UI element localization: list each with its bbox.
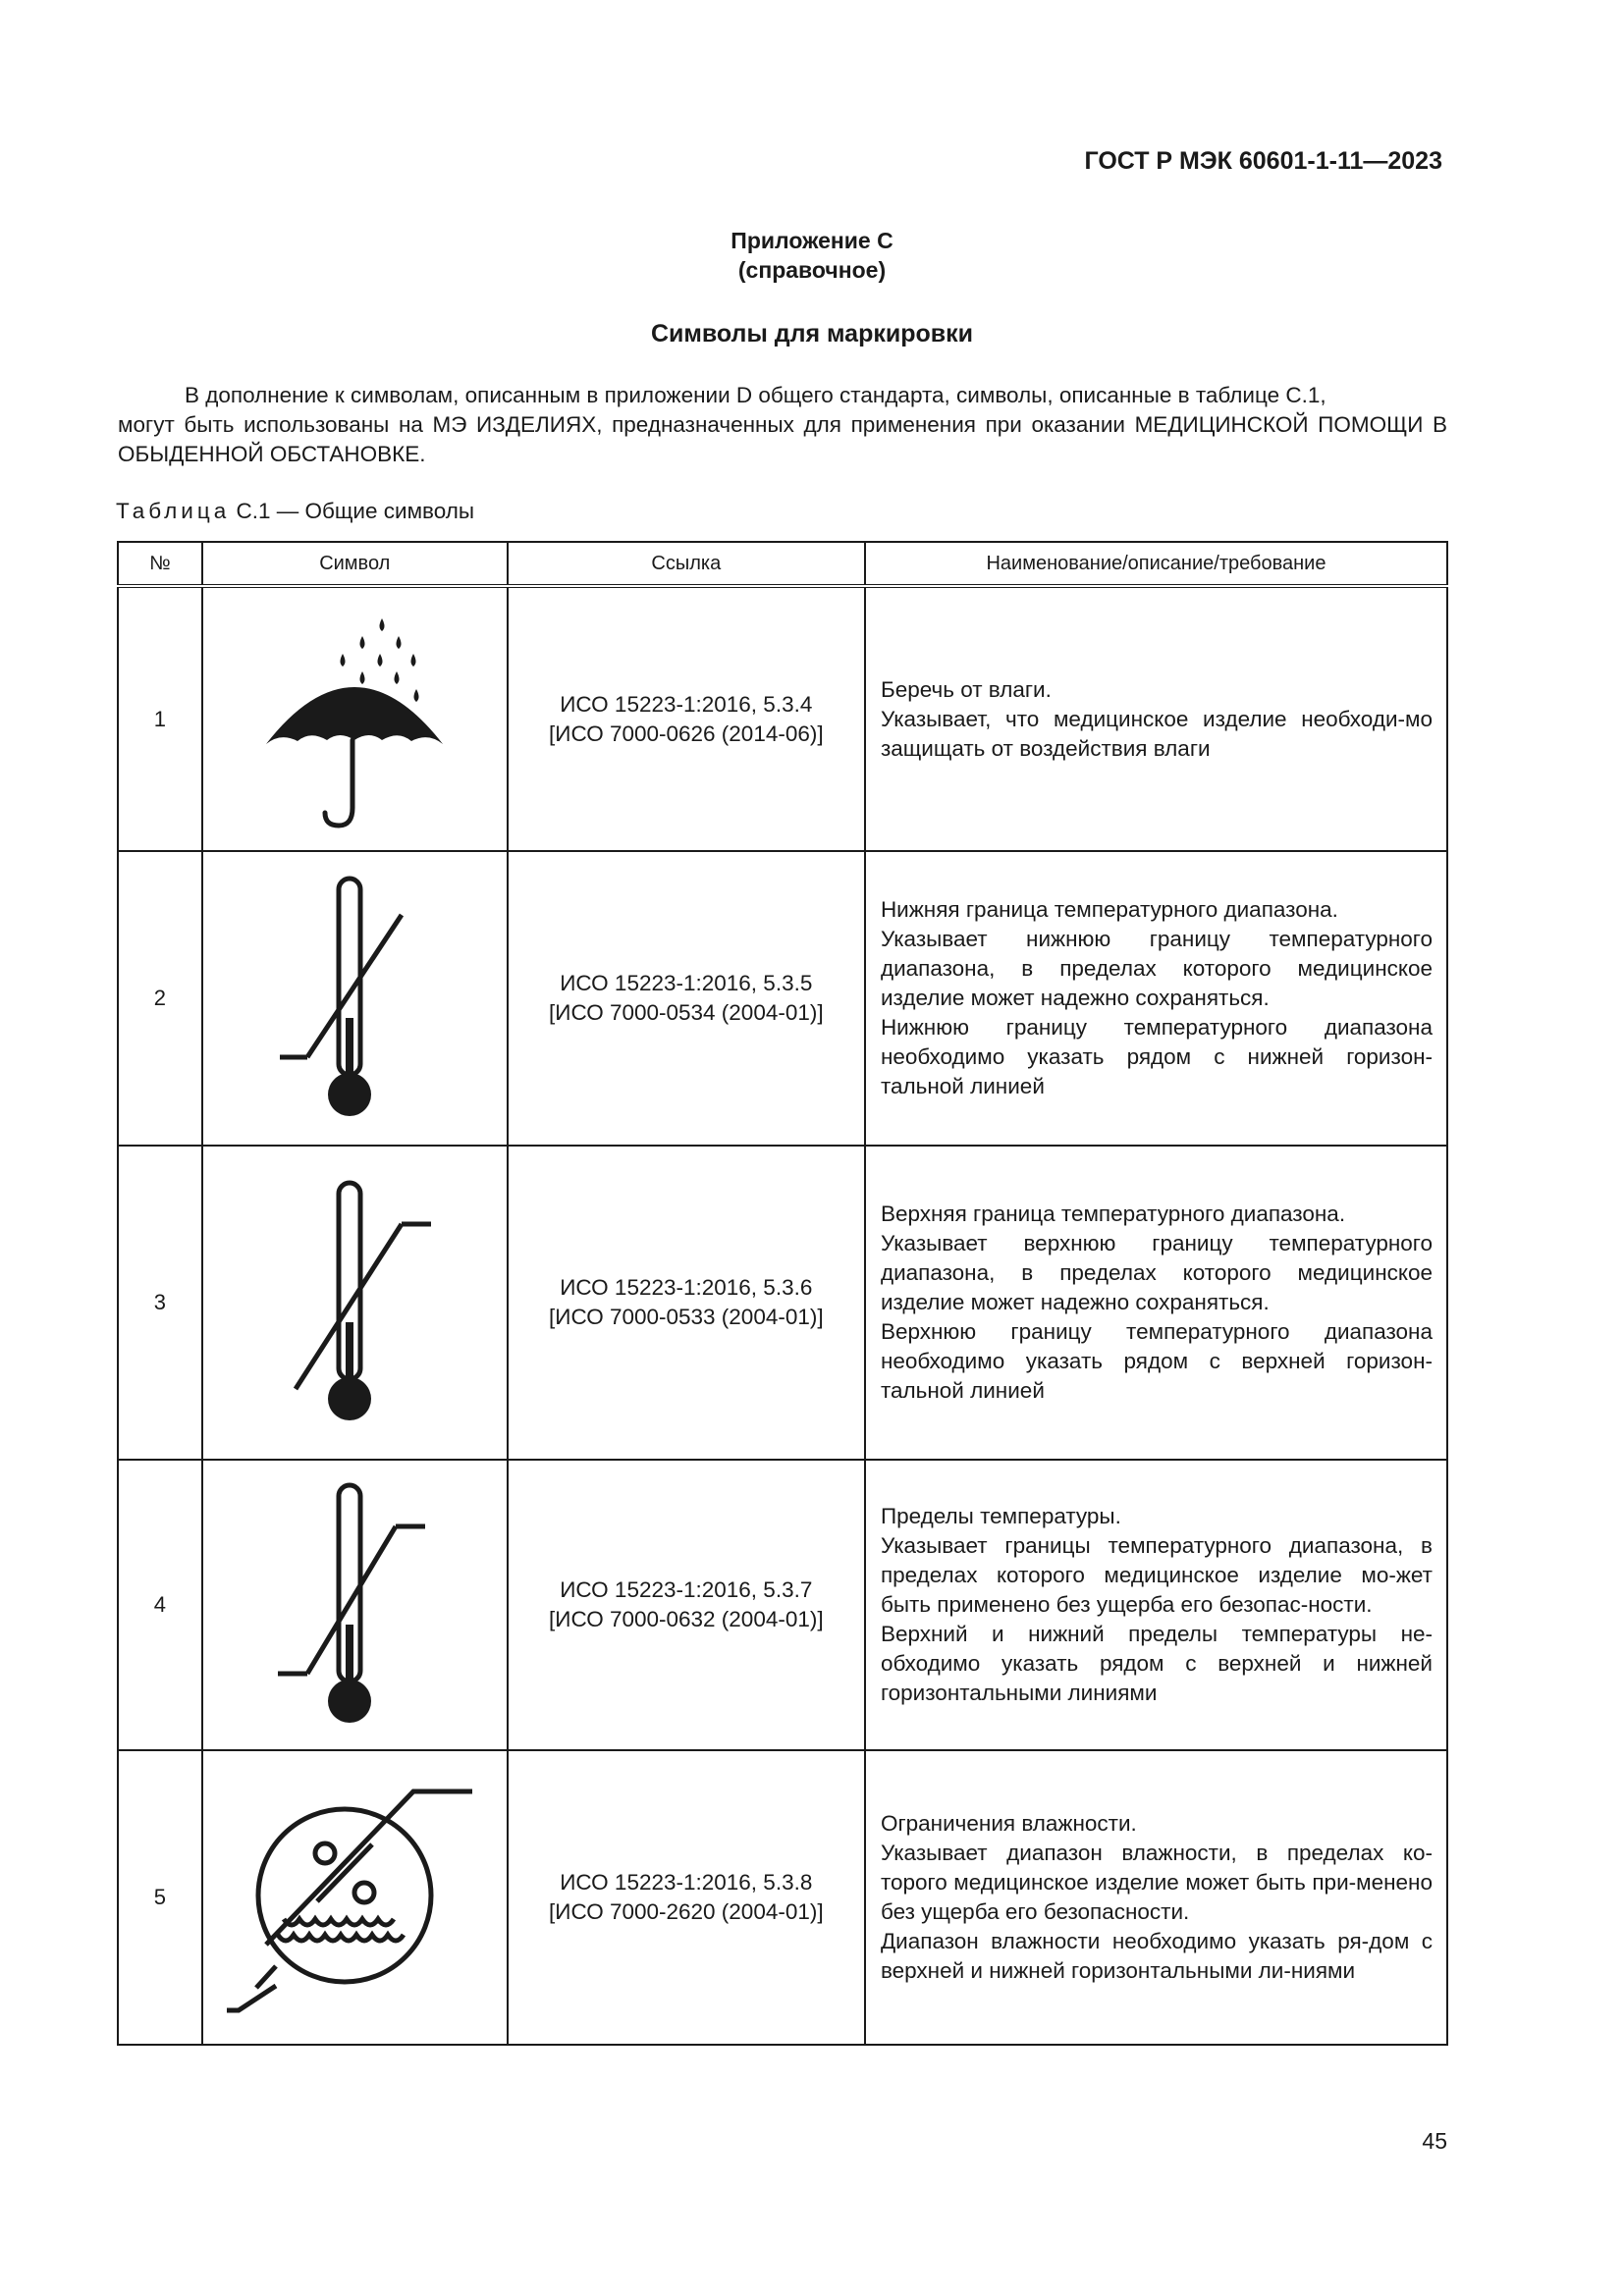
thermometer-limits-icon	[256, 1477, 453, 1733]
description-line: Верхнюю границу температурного диапазона необходимо указать рядом с верхней горизон-тальной линией	[880, 1319, 1433, 1403]
intro-paragraph	[118, 381, 1447, 469]
description-cell	[865, 586, 1447, 851]
description-line: Указывает верхнюю границу температурного диапазона, в пределах которого медицинское изделие может надежно сохраняться.	[880, 1231, 1433, 1314]
reference-cell	[508, 1460, 865, 1750]
col-header-ref: Ссылка	[508, 542, 865, 586]
symbol-cell	[202, 1750, 508, 2045]
reference-iso7000: [ИСО 7000-0626 (2014-06)]	[549, 721, 824, 746]
symbol-cell	[202, 1460, 508, 1750]
description-line: Указывает диапазон влажности, в пределах ко-торого медицинское изделие может быть при-менено без ущерба его безопасности.	[880, 1841, 1433, 1924]
description-cell	[865, 1146, 1447, 1460]
reference-standard: ИСО 15223-1:2016, 5.3.6	[560, 1275, 813, 1300]
reference-standard: ИСО 15223-1:2016, 5.3.7	[560, 1577, 813, 1602]
intro-line-rest: могут быть использованы на МЭ ИЗДЕЛИЯХ, предназначенных для применения при оказании МЕДИЦИНСКОЙ ПОМОЩИ В ОБЫДЕННОЙ ОБСТАНОВКЕ.	[118, 412, 1447, 466]
description-line: Пределы температуры.	[880, 1504, 1121, 1528]
table-row	[118, 586, 1447, 851]
table-row	[118, 1460, 1447, 1750]
table-row	[118, 851, 1447, 1146]
description-line: Указывает, что медицинское изделие необходи-мо защищать от воздействия влаги	[880, 706, 1433, 761]
description-line: Нижняя граница температурного диапазона.	[880, 897, 1338, 922]
appendix-kind: (справочное)	[737, 257, 887, 283]
row-number: 2	[118, 851, 202, 1146]
table-row	[118, 1146, 1447, 1460]
row-number: 5	[118, 1750, 202, 2045]
thermometer-lower-limit-icon	[256, 871, 453, 1126]
page-number: 45	[1422, 2128, 1447, 2154]
description-line: Указывает нижнюю границу температурного диапазона, в пределах которого медицинское изделие может надежно сохраняться.	[880, 927, 1433, 1010]
row-number: 4	[118, 1460, 202, 1750]
reference-iso7000: [ИСО 7000-0632 (2004-01)]	[549, 1607, 824, 1631]
table-caption	[116, 499, 474, 524]
symbol-cell	[202, 1146, 508, 1460]
description-line: Беречь от влаги.	[880, 676, 1052, 702]
section-title: Символы для маркировки	[650, 320, 974, 347]
col-header-symbol: Символ	[202, 542, 508, 586]
umbrella-rain-icon	[256, 607, 453, 832]
row-number: 3	[118, 1146, 202, 1460]
reference-iso7000: [ИСО 7000-0533 (2004-01)]	[549, 1305, 824, 1329]
description-line: Указывает границы температурного диапазона, в пределах которого медицинское изделие мо-жет быть применено без ущерба его безопас-ности.	[880, 1533, 1433, 1617]
description-cell	[865, 851, 1447, 1146]
description-cell	[865, 1750, 1447, 2045]
description-cell	[865, 1460, 1447, 1750]
reference-standard: ИСО 15223-1:2016, 5.3.8	[560, 1870, 813, 1895]
appendix-title: Приложение С	[731, 228, 893, 253]
description-line: Верхний и нижний пределы температуры не-обходимо указать рядом с верхней и нижней горизонтальными линиями	[880, 1622, 1433, 1705]
description-line: Нижнюю границу температурного диапазона необходимо указать рядом с нижней горизон-тальной линией	[880, 1015, 1433, 1098]
description-line: Диапазон влажности необходимо указать ря-дом с верхней и нижней горизонтальными ли-ниями	[880, 1929, 1433, 1983]
reference-iso7000: [ИСО 7000-0534 (2004-01)]	[549, 1000, 824, 1025]
reference-iso7000: [ИСО 7000-2620 (2004-01)]	[549, 1899, 824, 1924]
table-caption-text: С.1 — Общие символы	[236, 499, 475, 523]
thermometer-upper-limit-icon	[256, 1175, 453, 1430]
reference-cell	[508, 1146, 865, 1460]
humidity-limits-icon	[227, 1770, 482, 2025]
row-number: 1	[118, 586, 202, 851]
intro-line-1: В дополнение к символам, описанным в приложении D общего стандарта, символы, описанные в таблице С.1,	[185, 383, 1326, 407]
table-row	[118, 1750, 1447, 2045]
symbols-table	[117, 541, 1448, 2046]
table-header-row	[118, 542, 1447, 586]
description-line: Верхняя граница температурного диапазона.	[880, 1201, 1346, 1226]
reference-cell	[508, 1750, 865, 2045]
symbol-cell	[202, 851, 508, 1146]
reference-standard: ИСО 15223-1:2016, 5.3.5	[560, 971, 813, 995]
reference-cell	[508, 851, 865, 1146]
description-line: Ограничения влажности.	[880, 1811, 1137, 1836]
symbol-cell	[202, 586, 508, 851]
appendix-heading	[0, 226, 1624, 285]
reference-cell	[508, 586, 865, 851]
reference-standard: ИСО 15223-1:2016, 5.3.4	[560, 691, 813, 717]
col-header-num: №	[118, 542, 202, 586]
document-code: ГОСТ Р МЭК 60601-1-11—2023	[1084, 147, 1442, 175]
table-caption-label: Таблица	[116, 499, 231, 523]
col-header-desc: Наименование/описание/требование	[865, 542, 1447, 586]
